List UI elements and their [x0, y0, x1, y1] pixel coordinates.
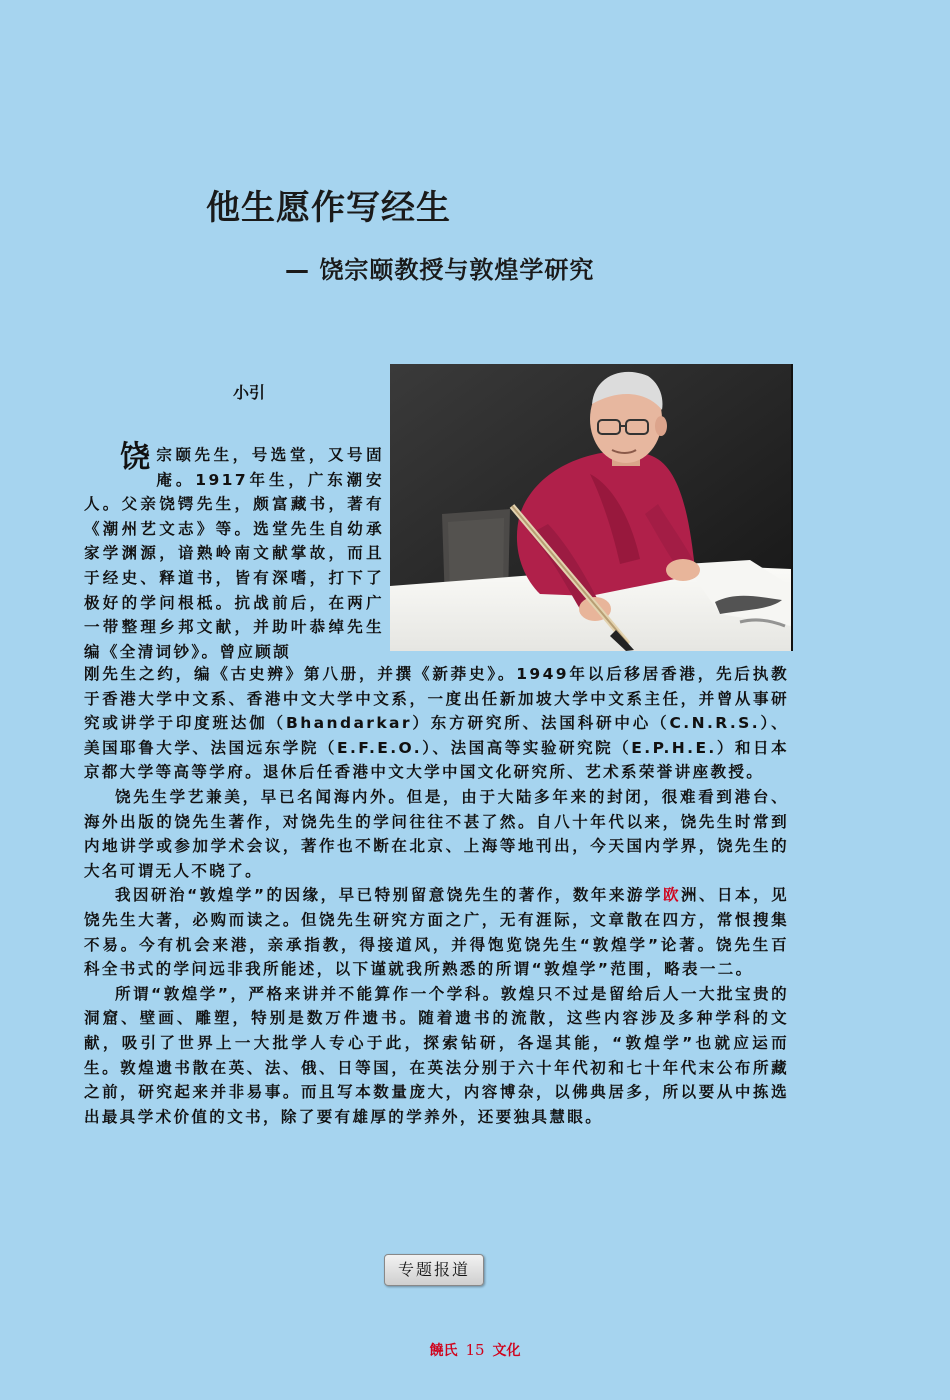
drop-cap: 饶 [120, 440, 153, 475]
paragraph-4: 所谓“敦煌学”，严格来讲并不能算作一个学科。敦煌只不过是留给后人一大批宝贵的洞窟、壁画、雕塑，特别是数万件遗书。随着遗书的流散，这些内容涉及多种学科的文献，吸引了世界上一大批学人专心于此，探索钻研，各逞其能，“敦煌学”也就应运而生。敦煌遗书散在英、法、俄、日等国，在英法分别于六十年代初和七十年代末公布所藏之前，研究起来并非易事。而且写本数量庞大，内容博杂，以佛典居多，所以要从中拣选出最具学术价值的文书，除了要有雄厚的学养外，还要独具慧眼。 [84, 984, 789, 1126]
article-subtitle: — 饶宗颐教授与敦煌学研究 [285, 256, 595, 284]
paragraph-2: 饶先生学艺兼美，早已名闻海内外。但是，由于大陆多年来的封闭，很难看到港台、海外出版的饶先生著作，对饶先生的学问往往不甚了然。自八十年代以来，饶先生时常到内地讲学或参加学术会议，著作也不断在北京、上海等地刊出，今天国内学界，饶先生的大名可谓无人不晓了。 [84, 787, 789, 880]
paragraph-3: 我因研治“敦煌学”的因缘，早已特别留意饶先生的著作，数年来游学欧洲、日本，见饶先生大著，必购而读之。但饶先生研究方面之广，无有涯际，文章散在四方，常恨搜集不易。今有机会来港，亲承指教，得接道风，并得饱览饶先生“敦煌学”论著。饶先生百科全书式的学问远非我所能述，以下谨就我所熟悉的所谓“敦煌学”范围，略表一二。 [84, 886, 789, 979]
portrait-photo [390, 364, 793, 651]
section-tag: 专题报道 [384, 1254, 484, 1286]
page-footer [0, 1340, 950, 1360]
intro-text: 宗颐先生，号选堂，又号固庵。1917年生，广东潮安人。父亲饶锷先生，颇富藏书，著有《潮州艺文志》等。选堂先生自幼承家学渊源，谙熟岭南文献掌故，而且于经史、释道书，皆有深嗜，打下了极好的学问根柢。抗战前后，在两广一带整理乡邦文献，并助叶恭绰先生编《全清词钞》。曾应顾颉 [84, 446, 384, 661]
article-title: 他生愿作写经生 [206, 188, 451, 228]
intro-continued: 刚先生之约，编《古史辨》第八册，并撰《新莽史》。1949年以后移居香港，先后执教于香港大学中文系、香港中文大学中文系，一度出任新加坡大学中文系主任，并曾从事研究或讲学于印度班达伽（Bhandarkar）东方研究所、法国科研中心（C.N.R.S.）、美国耶鲁大学、法国远东学院（E.F.E.O.）、法国高等实验研究院（E.P.H.E.）和日本京都大学等高等学府。退休后任香港中文大学中国文化研究所、艺术系荣誉讲座教授。 [84, 665, 789, 782]
footer-left: 饒氏 [429, 1343, 458, 1359]
article-body [84, 662, 789, 1129]
footer-right: 文化 [492, 1343, 521, 1359]
red-character: 欧 [662, 886, 681, 905]
intro-paragraph-wrapped [84, 440, 384, 664]
section-heading: 小引 [233, 383, 266, 402]
page-number: 15 [465, 1341, 485, 1359]
